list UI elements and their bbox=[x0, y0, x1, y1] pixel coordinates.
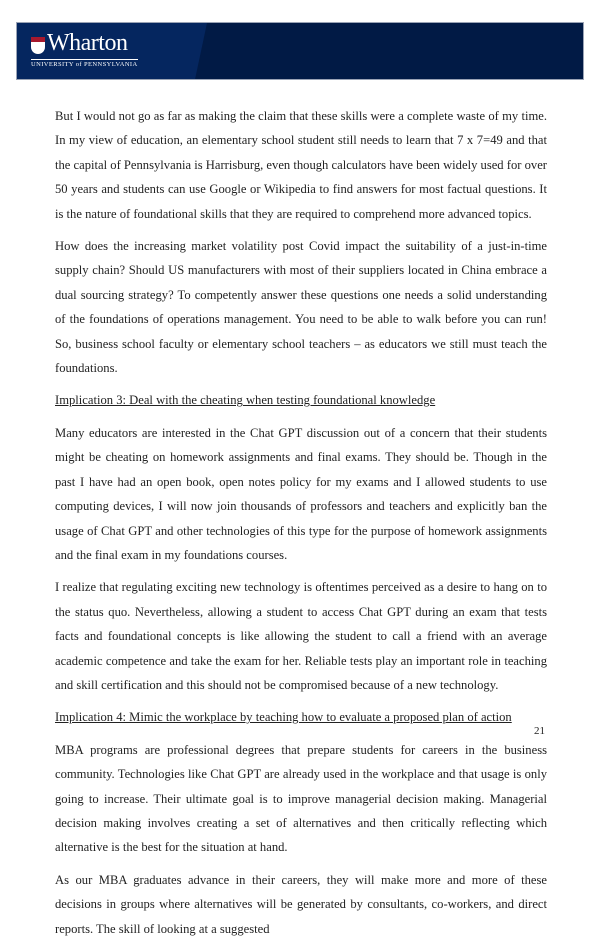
paragraph: MBA programs are professional degrees that prepare students for careers in the business community. Technologies like Chat GPT are already used in the workplace and that usage is only going to increase. Their ultimate goal is to improve managerial decision making. Managerial decision making involves creating a set of alternatives and then critically reflecting which alternative is the best for the situation at hand. bbox=[55, 742, 547, 855]
section-heading: Implication 3: Deal with the cheating when testing foundational knowledge bbox=[55, 393, 436, 408]
page-number: 21 bbox=[534, 725, 545, 737]
document-body bbox=[55, 104, 547, 949]
section-heading: Implication 4: Mimic the workplace by teaching how to evaluate a proposed plan of action bbox=[55, 710, 512, 725]
paragraph: How does the increasing market volatility post Covid impact the suitability of a just-in-time supply chain? Should US manufacturers with most of their suppliers located in China embrace a dual sourcing strategy? To competently answer these questions one needs a solid understanding of the foundations of operations management. You need to be able to walk before you can run! So, business school faculty or elementary school teachers – as educators we still must teach the foundations. bbox=[55, 239, 547, 376]
paragraph: As our MBA graduates advance in their careers, they will make more and more of these decisions in groups where alternatives will be generated by consultants, co-workers, and direct reports. The skill of looking at a suggested bbox=[55, 872, 547, 936]
header-banner bbox=[16, 22, 584, 80]
paragraph: I realize that regulating exciting new technology is oftentimes perceived as a desire to hang on to the status quo. Nevertheless, allowing a student to access Chat GPT during an exam that tests facts and foundational concepts is like allowing the student to call a friend with an average academic competence and take the exam for her. Reliable tests play an important role in teaching and skill certification and this should not be compromised because of a new technology. bbox=[55, 580, 547, 692]
penn-shield-icon bbox=[31, 37, 45, 54]
logo-subtitle: UNIVERSITY of PENNSYLVANIA bbox=[31, 61, 138, 68]
paragraph: Many educators are interested in the Chat GPT discussion out of a concern that their students might be cheating on homework assignments and final exams. They should be. Though in the past I have had an open book, open notes policy for my exams and I allowed students to use computing devices, I will now join thousands of professors and teachers and explicitly ban the usage of Chat GPT and other technologies of this type for the purpose of homework assignments and the final exam in my foundations courses. bbox=[55, 425, 547, 562]
logo-wordmark: Wharton bbox=[47, 30, 128, 56]
paragraph: But I would not go as far as making the claim that these skills were a complete waste of my time. In my view of education, an elementary school student still needs to learn that 7 x 7=49 and that the capital of Pennsylvania is Harrisburg, even though calculators have been widely used for over 50 years and students can use Google or Wikipedia to find answers for most factual questions. It is the nature of foundational skills that they are required to comprehend more advanced topics. bbox=[55, 109, 547, 221]
